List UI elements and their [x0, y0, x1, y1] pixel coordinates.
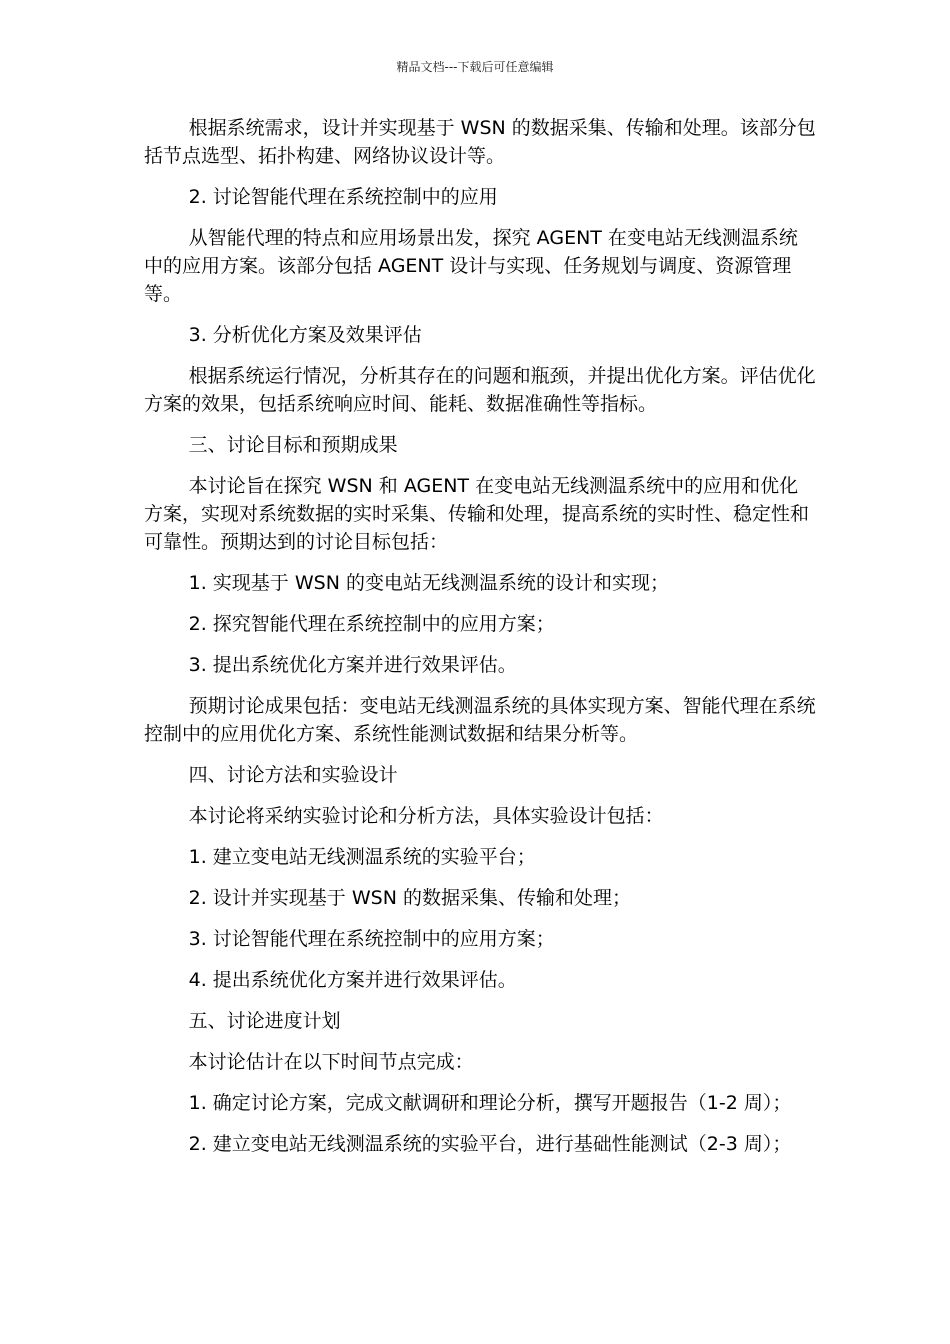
- method-item-1: 1. 建立变电站无线测温系统的实验平台；: [188, 846, 536, 868]
- paragraph-agent-scenario: 从智能代理的特点和应用场景出发，探究 AGENT 在变电站无线测温系统中的应用方案。该部分包括 AGENT 设计与实现、任务规划与调度、资源管理等。: [144, 227, 798, 305]
- paragraph-goals-intro: 本讨论旨在探究 WSN 和 AGENT 在变电站无线测温系统中的应用和优化方案，实现对系统数据的实时采集、传输和处理，提高系统的实时性、稳定性和可靠性。预期达到的讨论目标包括：: [144, 475, 810, 553]
- list-item-optimization: 3. 分析优化方案及效果评估: [188, 324, 422, 346]
- goal-item-3: 3. 提出系统优化方案并进行效果评估。: [188, 654, 517, 676]
- method-item-3: 3. 讨论智能代理在系统控制中的应用方案；: [188, 928, 555, 950]
- method-item-4: 4. 提出系统优化方案并进行效果评估。: [188, 969, 517, 991]
- page-header: 精品文档---下载后可任意编辑: [396, 60, 554, 74]
- document-body: [144, 114, 816, 1171]
- paragraph-expected-results: 预期讨论成果包括：变电站无线测温系统的具体实现方案、智能代理在系统控制中的应用优化方案、系统性能测试数据和结果分析等。: [144, 695, 816, 745]
- list-item-agent-application: 2. 讨论智能代理在系统控制中的应用: [188, 186, 498, 208]
- paragraph-wsn-design: 根据系统需求，设计并实现基于 WSN 的数据采集、传输和处理。该部分包括节点选型、拓扑构建、网络协议设计等。: [144, 117, 816, 167]
- section-heading-schedule: 五、讨论进度计划: [188, 1010, 341, 1032]
- section-heading-methods: 四、讨论方法和实验设计: [188, 764, 398, 786]
- schedule-item-1: 1. 确定讨论方案，完成文献调研和理论分析，撰写开题报告（1-2 周）；: [188, 1092, 792, 1114]
- method-item-2: 2. 设计并实现基于 WSN 的数据采集、传输和处理；: [188, 887, 631, 909]
- paragraph-methods-intro: 本讨论将采纳实验讨论和分析方法，具体实验设计包括：: [188, 805, 664, 827]
- schedule-item-2: 2. 建立变电站无线测温系统的实验平台，进行基础性能测试（2-3 周）；: [188, 1133, 792, 1155]
- paragraph-schedule-intro: 本讨论估计在以下时间节点完成：: [188, 1051, 474, 1073]
- section-heading-goals: 三、讨论目标和预期成果: [188, 434, 398, 456]
- paragraph-optimization-detail: 根据系统运行情况，分析其存在的问题和瓶颈，并提出优化方案。评估优化方案的效果，包括系统响应时间、能耗、数据准确性等指标。: [144, 365, 816, 415]
- goal-item-1: 1. 实现基于 WSN 的变电站无线测温系统的设计和实现；: [188, 572, 669, 594]
- goal-item-2: 2. 探究智能代理在系统控制中的应用方案；: [188, 613, 555, 635]
